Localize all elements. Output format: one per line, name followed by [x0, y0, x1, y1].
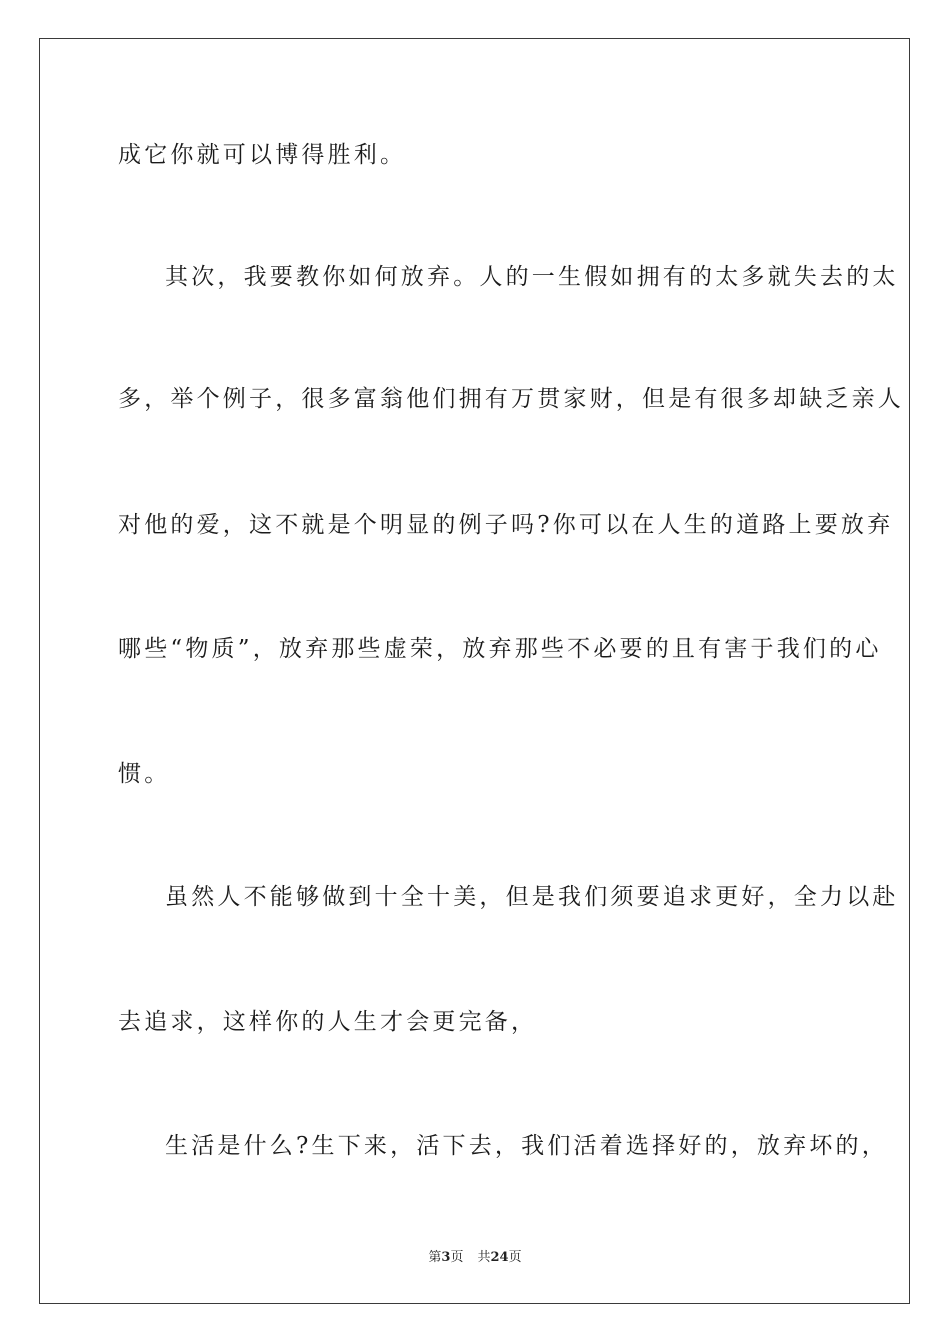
text-line-2: 其次，我要教你如何放弃。人的一生假如拥有的太多就失去的太: [165, 264, 899, 290]
page-footer: [0, 1246, 950, 1265]
page-border: [39, 38, 910, 1304]
text-line-3: 多，举个例子，很多富翁他们拥有万贯家财，但是有很多却缺乏亲人: [118, 386, 904, 412]
text-line-8: 去追求，这样你的人生才会更完备，: [118, 1009, 538, 1035]
footer-page-prefix: 第: [428, 1250, 442, 1265]
text-line-1: 成它你就可以博得胜利。: [118, 142, 407, 168]
text-line-9: 生活是什么?生下来，活下去，我们活着选择好的，放弃坏的，: [165, 1133, 888, 1159]
text-line-7: 虽然人不能够做到十全十美，但是我们须要追求更好，全力以赴: [165, 884, 899, 910]
footer-total-suffix: 页: [508, 1250, 522, 1265]
text-line-4: 对他的爱，这不就是个明显的例子吗?你可以在人生的道路上要放弃: [118, 512, 894, 538]
footer-total-prefix: 共: [477, 1250, 491, 1265]
text-line-5: 哪些“物质”，放弃那些虚荣，放弃那些不必要的且有害于我们的心: [118, 636, 882, 662]
footer-page-current: 3: [441, 1250, 451, 1265]
footer-page-suffix: 页: [450, 1250, 464, 1265]
text-line-6: 惯。: [118, 761, 171, 787]
footer-page-total: 24: [490, 1250, 509, 1265]
